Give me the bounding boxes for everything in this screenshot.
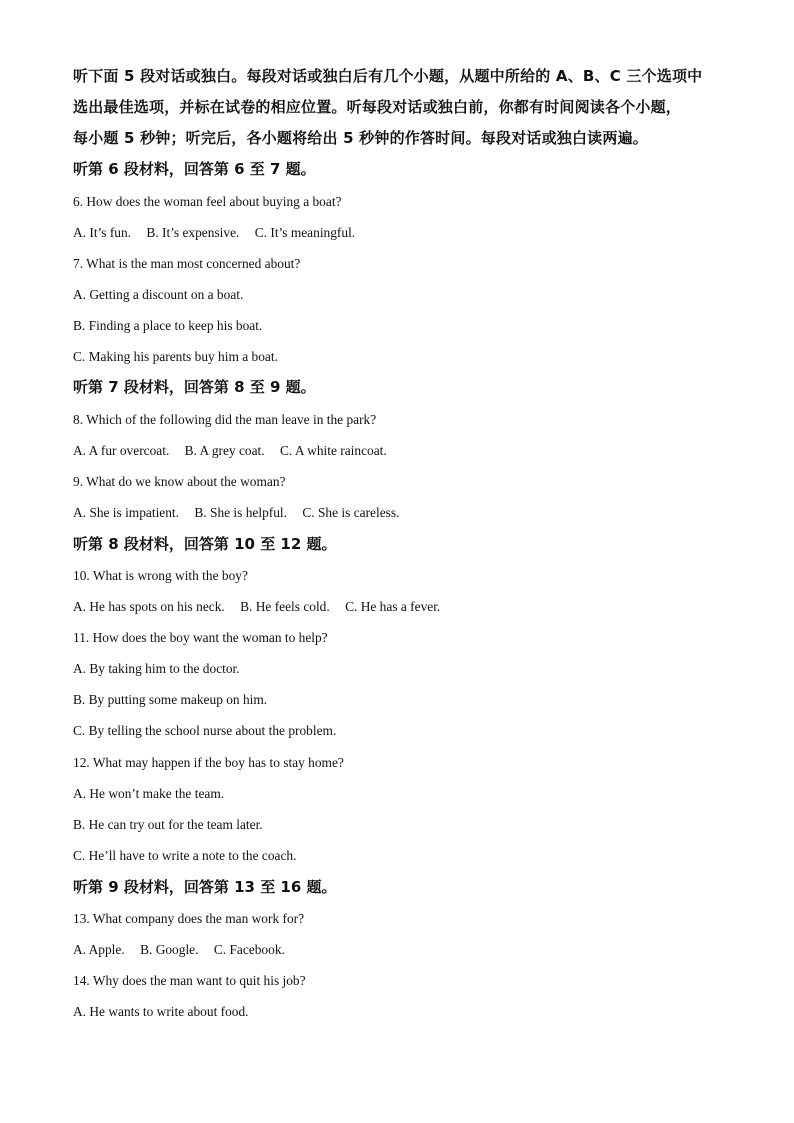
question-text: 6. How does the woman feel about buying a boat?: [73, 194, 342, 209]
option-b: B. Finding a place to keep his boat.: [73, 318, 263, 333]
section-heading: 听第 9 段材料，回答第 13 至 16 题。: [73, 878, 337, 896]
question-text: 12. What may happen if the boy has to stay home?: [73, 755, 344, 770]
option-a: A. She is impatient.: [73, 505, 180, 520]
option-a: A. He wants to write about food.: [73, 1004, 249, 1019]
option-b: B. By putting some makeup on him.: [73, 692, 268, 707]
question-text: 10. What is wrong with the boy?: [73, 568, 248, 583]
option-b: B. It’s expensive.: [146, 225, 240, 240]
question-text: 14. Why does the man want to quit his job?: [73, 973, 306, 988]
option-c: C. She is careless.: [302, 505, 400, 520]
question-text: 13. What company does the man work for?: [73, 911, 305, 926]
instructions-line-3: 每小题 5 秒钟；听完后，各小题将给出 5 秒钟的作答时间。每段对话或独白读两遍。: [73, 129, 648, 147]
option-a: A. He won’t make the team.: [73, 786, 225, 801]
option-a: A. Getting a discount on a boat.: [73, 287, 244, 302]
question-text: 11. How does the boy want the woman to help?: [73, 630, 328, 645]
instructions-line-1: 听下面 5 段对话或独白。每段对话或独白后有几个小题，从题中所给的 A、B、C 三个选项中: [73, 67, 703, 85]
section-heading: 听第 6 段材料，回答第 6 至 7 题。: [73, 160, 316, 178]
option-b: B. He feels cold.: [240, 599, 330, 614]
instructions-line-2: 选出最佳选项，并标在试卷的相应位置。听每段对话或独白前，你都有时间阅读各个小题，: [73, 98, 682, 116]
question-text: 7. What is the man most concerned about?: [73, 256, 301, 271]
section-heading: 听第 7 段材料，回答第 8 至 9 题。: [73, 378, 316, 396]
option-a: A. He has spots on his neck.: [73, 599, 225, 614]
options-row: [73, 442, 754, 460]
option-b: B. A grey coat.: [184, 443, 265, 458]
option-c: C. Facebook.: [213, 942, 285, 957]
option-a: A. Apple.: [73, 942, 125, 957]
option-a: A. It’s fun.: [73, 225, 132, 240]
question-text: 9. What do we know about the woman?: [73, 474, 286, 489]
option-c: C. It’s meaningful.: [254, 225, 356, 240]
options-row: [73, 598, 754, 616]
option-b: B. Google.: [140, 942, 199, 957]
question-text: 8. Which of the following did the man leave in the park?: [73, 412, 377, 427]
option-c: C. A white raincoat.: [280, 443, 387, 458]
option-c: C. By telling the school nurse about the problem.: [73, 723, 337, 738]
option-c: C. He has a fever.: [345, 599, 441, 614]
options-row: [73, 941, 754, 959]
option-c: C. He’ll have to write a note to the coach.: [73, 848, 297, 863]
option-c: C. Making his parents buy him a boat.: [73, 349, 278, 364]
option-a: A. By taking him to the doctor.: [73, 661, 240, 676]
option-a: A. A fur overcoat.: [73, 443, 170, 458]
options-row: [73, 224, 754, 242]
option-b: B. He can try out for the team later.: [73, 817, 263, 832]
option-b: B. She is helpful.: [194, 505, 287, 520]
section-heading: 听第 8 段材料，回答第 10 至 12 题。: [73, 535, 337, 553]
options-row: [73, 504, 754, 522]
